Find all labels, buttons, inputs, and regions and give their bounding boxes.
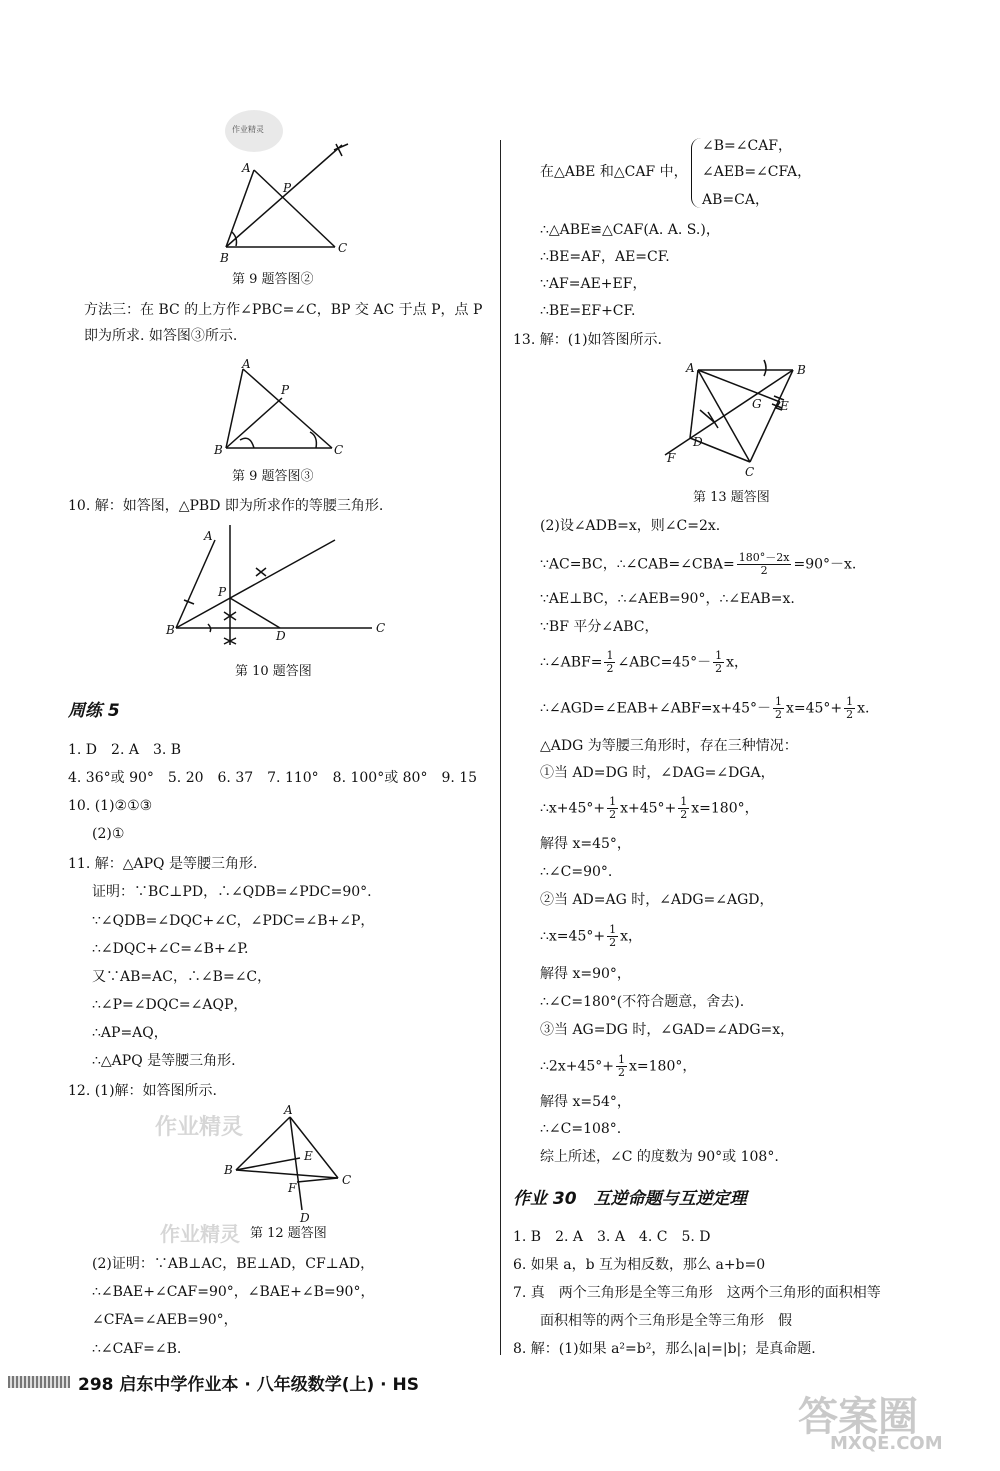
fig12-caption: 第 12 题答图 <box>250 1226 327 1241</box>
right-line4: ∴BE=EF+CF. <box>540 303 636 319</box>
fig13-label-g: G <box>752 397 762 411</box>
right-line23: ∴∠C=108°. <box>540 1121 622 1137</box>
right-line8: ∵BF 平分∠ABC， <box>540 619 659 635</box>
right-line24: 综上所述，∠C 的度数为 90°或 108°. <box>540 1149 779 1165</box>
fig9-3-caption: 第 9 题答图③ <box>232 469 314 484</box>
answer-10-1: 10. (1)②①③ <box>68 798 153 814</box>
fig13-label-f: F <box>667 451 676 465</box>
hw-answer-6: 6. 如果 a，b 互为相反数，那么 a+b=0 <box>513 1257 766 1273</box>
watermark-logo-text: 答案圈 <box>798 1394 918 1440</box>
right-line3: ∵AF=AE+EF， <box>540 276 647 292</box>
fig13-caption: 第 13 题答图 <box>693 490 770 505</box>
answers-4-9: 4. 36°或 90° 5. 20 6. 37 7. 110° 8. 100°或 80° 9. 15 <box>68 770 478 786</box>
q12-text: 12. (1)解：如答图所示. <box>68 1083 217 1099</box>
fig9-3-label-c: C <box>334 443 344 457</box>
fig10-label-p: P <box>218 585 227 599</box>
fig10-label-a: A <box>204 529 213 543</box>
hw-answer-7a: 7. 真 两个三角形是全等三角形 这两个三角形的面积相等 <box>513 1285 881 1301</box>
right-line19: ∴∠C=180°(不符合题意，舍去). <box>540 994 745 1010</box>
right-line22: 解得 x=54°， <box>540 1094 631 1110</box>
right-line6: ∵AC=BC，∴∠CAB=∠CBA= $\frac{180^\circ-2x}{2}$ =90°－x. <box>540 551 857 578</box>
hw-answers-1-5: 1. B 2. A 3. A 4. C 5. D <box>513 1229 711 1245</box>
q12-line4: ∴∠CAF=∠B. <box>92 1341 182 1357</box>
hw-answer-7b: 面积相等的两个三角形是全等三角形 假 <box>540 1313 792 1329</box>
fig13-label-e: E <box>780 399 789 413</box>
fig12-label-f: F <box>288 1181 297 1195</box>
fig9-2-label-b: B <box>220 251 229 265</box>
fig9-3-label-a: A <box>242 357 251 371</box>
homework-title: 作业 30 互逆命题与互逆定理 <box>513 1189 747 1209</box>
brace-line1: ∠B=∠CAF， <box>702 138 793 154</box>
hw-answer-8: 8. 解：(1)如果 a²=b²，那么|a|=|b|；是真命题. <box>513 1341 816 1357</box>
fig13-label-b: B <box>797 363 806 377</box>
q11-line3: ∴∠DQC+∠C=∠B+∠P. <box>92 941 249 957</box>
fig9-3-label-p: P <box>281 383 290 397</box>
brace-line2: ∠AEB=∠CFA， <box>702 164 812 180</box>
book-title: 启东中学作业本 · 八年级数学(上) · HS <box>119 1375 420 1395</box>
q12-line1: (2)证明：∵AB⊥AC，BE⊥AD，CF⊥AD， <box>92 1256 375 1272</box>
q11-text: 11. 解：△APQ 是等腰三角形. <box>68 856 258 872</box>
watermark-logo <box>790 1385 965 1454</box>
right-line10: ∴∠AGD=∠EAB+∠ABF=x+45°－ $\frac{1}{2}$ x=45°+ $\frac{1}{2}$ x. <box>540 695 870 722</box>
q10-text: 10. 解：如答图，△PBD 即为所求作的等腰三角形. <box>68 498 384 514</box>
right-line21: ∴2x+45°+ $\frac{1}{2}$ x=180°， <box>540 1053 697 1080</box>
right-line5: (2)设∠ADB=x，则∠C=2x. <box>540 518 721 534</box>
right-line15: ∴∠C=90°. <box>540 864 613 880</box>
fig10-label-b: B <box>166 623 175 637</box>
right-line13: ∴x+45°+ $\frac{1}{2}$ x+45°+ $\frac{1}{2}$ x=180°， <box>540 795 759 822</box>
right-line18: 解得 x=90°， <box>540 966 631 982</box>
watermark-logo-url: MXQE.COM <box>830 1433 943 1454</box>
right-line20: ③当 AG=DG 时，∠GAD=∠ADG=x， <box>540 1022 795 1038</box>
watermark-2: 作业精灵 <box>160 1222 240 1246</box>
fig9-2-label-p: P <box>283 181 292 195</box>
right-line11: △ADG 为等腰三角形时，存在三种情况： <box>540 738 798 754</box>
section-title: 周练 5 <box>68 701 120 721</box>
brace-line3: AB=CA， <box>702 192 769 208</box>
right-line17: ∴x=45°+ $\frac{1}{2}$ x， <box>540 923 642 950</box>
right-line7: ∵AE⊥BC，∴∠AEB=90°，∴∠EAB=x. <box>540 591 795 607</box>
fig10-label-c: C <box>376 621 386 635</box>
fig9-2-caption: 第 9 题答图② <box>232 272 314 287</box>
q11-line5: ∴∠P=∠DQC=∠AQP， <box>92 997 248 1013</box>
right-line1: ∴△ABE≌△CAF(A. A. S.)， <box>540 222 720 238</box>
fraction: $\frac{180^\circ-2x}{2}$ <box>738 551 790 578</box>
right-line16: ②当 AD=AG 时，∠ADG=∠AGD， <box>540 892 774 908</box>
right-line12: ①当 AD=DG 时，∠DAG=∠DGA， <box>540 765 775 781</box>
method3-line2: 即为所求. 如答图③所示. <box>84 328 238 344</box>
answer-10-2: (2)① <box>92 826 125 842</box>
q11-line6: ∴AP=AQ， <box>92 1025 168 1041</box>
q13-text: 13. 解：(1)如答图所示. <box>513 332 662 348</box>
fig10-caption: 第 10 题答图 <box>235 664 312 679</box>
answers-1-3: 1. D 2. A 3. B <box>68 742 182 758</box>
footer <box>78 1370 419 1395</box>
fig12-label-d: D <box>300 1211 310 1225</box>
footer-decoration <box>8 1376 70 1388</box>
fig12-label-e: E <box>304 1149 313 1163</box>
right-line2: ∴BE=AF，AE=CF. <box>540 249 670 265</box>
fig9-2-label-a: A <box>242 161 251 175</box>
fig13-label-a: A <box>686 361 695 375</box>
fig12-label-a: A <box>284 1103 293 1117</box>
q11-line1: 证明：∵BC⊥PD，∴∠QDB=∠PDC=90°. <box>92 884 372 900</box>
right-line14: 解得 x=45°， <box>540 836 631 852</box>
fig13-label-c: C <box>745 465 755 479</box>
q12-line2: ∴∠BAE+∠CAF=90°，∠BAE+∠B=90°， <box>92 1284 375 1300</box>
fig12-label-b: B <box>224 1163 233 1177</box>
fig9-2-label-c: C <box>338 241 348 255</box>
fig10-label-d: D <box>276 629 286 643</box>
q11-line7: ∴△APQ 是等腰三角形. <box>92 1053 236 1069</box>
right-line9: ∴∠ABF= $\frac{1}{2}$ ∠ABC=45°－ $\frac{1}{2}$ x， <box>540 649 749 676</box>
page-number: 298 <box>78 1375 114 1395</box>
brace-intro: 在△ABE 和△CAF 中， <box>540 164 688 180</box>
q11-line2: ∵∠QDB=∠DQC+∠C，∠PDC=∠B+∠P， <box>92 913 375 929</box>
method3-line1: 方法三：在 BC 的上方作∠PBC=∠C，BP 交 AC 于点 P，点 P <box>84 302 483 318</box>
fig12-label-c: C <box>342 1173 352 1187</box>
q11-line4: 又∵AB=AC，∴∠B=∠C， <box>92 969 272 985</box>
fig9-3-label-b: B <box>214 443 223 457</box>
watermark-1: 作业精灵 <box>155 1115 244 1140</box>
q12-line3: ∠CFA=∠AEB=90°， <box>92 1312 238 1328</box>
fig13-label-d: D <box>693 435 703 449</box>
watermark-stamp-text: 作业精灵 <box>232 125 264 134</box>
